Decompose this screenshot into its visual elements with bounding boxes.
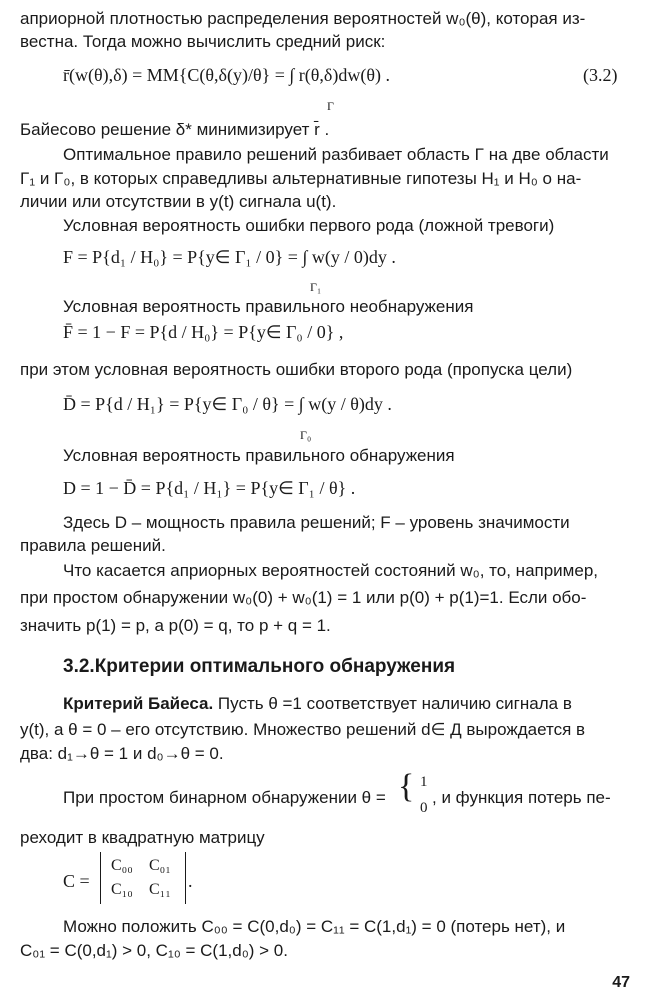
formula-correct-rejection: F̄ = 1 − F = P{d / H₀} = P{y∈ Γ₀ / 0} , — [63, 322, 344, 342]
text-fragment: Пусть θ =1 соответствует наличию сигнала в — [213, 694, 572, 713]
matrix-cell: C₀₀ — [111, 857, 133, 874]
text-line: при этом условная вероятность ошибки второго рода (пропуска цели) — [20, 360, 573, 379]
text-line: , и функция потерь пе- — [432, 788, 611, 807]
text-line: априорной плотностью распределения вероятностей w₀(θ), которая из- — [20, 9, 586, 28]
formula-false-alarm: F = P{d₁ / H₀} = P{y∈ Γ₁ / 0} = ∫ w(y / 0)dy . — [63, 247, 396, 267]
formula-miss: D̄ = P{d / H₁} = P{y∈ Γ₀ / θ} = ∫ w(y / θ)dy . — [63, 394, 392, 414]
text-line: Байесово решение δ* минимизирует r̄ . — [20, 120, 330, 139]
text-line: y(t), а θ = 0 – его отсутствию. Множество решений d∈ Д вырождается в — [20, 720, 586, 739]
case-value: 1 — [420, 774, 428, 790]
matrix-lhs: C = — [63, 871, 90, 891]
text-line: при простом обнаружении w₀(0) + w₀(1) = 1 или p(0) + p(1)=1. Если обо- — [20, 588, 587, 607]
formula-subscript: Γ₀ — [300, 428, 312, 442]
loss-matrix — [100, 852, 186, 904]
matrix-cell: C₀₁ — [149, 857, 171, 874]
matrix-end: . — [188, 871, 193, 891]
criterion-title: Критерий Байеса. — [63, 694, 214, 713]
brace-glyph: { — [398, 768, 415, 805]
page-number: 47 — [612, 974, 630, 991]
text-line — [63, 693, 572, 715]
text-line: Условная вероятность правильного обнаружения — [63, 446, 455, 465]
text-line: вестна. Тогда можно вычислить средний риск: — [20, 32, 386, 51]
formula-subscript: Γ₁ — [310, 280, 322, 294]
text-line: Условная вероятность правильного необнаружения — [63, 297, 474, 316]
text-line: При простом бинарном обнаружении θ = — [63, 788, 386, 807]
equation-number: (3.2) — [583, 65, 618, 85]
text-line: личии или отсутствии в y(t) сигнала u(t). — [20, 192, 337, 211]
section-heading: 3.2.Критерии оптимального обнаружения — [63, 656, 456, 677]
text-line: Условная вероятность ошибки первого рода (ложной тревоги) — [63, 216, 555, 235]
text-line: Оптимальное правило решений разбивает область Γ на две области — [63, 145, 609, 164]
text-line: значить p(1) = p, а p(0) = q, то p + q = 1. — [20, 616, 331, 635]
matrix-cell: C₁₀ — [111, 881, 133, 898]
formula-3-2: r̄(w(θ),δ) = MM{C(θ,δ(y)/θ} = ∫ r(θ,δ)dw(θ) . — [63, 65, 391, 85]
text-line: Можно положить C₀₀ = C(0,d₀) = C₁₁ = C(1,d₁) = 0 (потерь нет), и — [63, 917, 566, 936]
text-line: правила решений. — [20, 536, 166, 555]
text-line: Здесь D – мощность правила решений; F – уровень значимости — [63, 513, 570, 532]
text-line: Что касается априорных вероятностей состояний w₀, то, например, — [63, 561, 598, 580]
text-line: реходит в квадратную матрицу — [20, 828, 265, 847]
text-line: C₀₁ = C(0,d₁) > 0, C₁₀ = C(1,d₀) > 0. — [20, 941, 288, 960]
formula-subscript: Γ — [327, 99, 334, 113]
text-line: два: d₁→θ = 1 и d₀→θ = 0. — [20, 744, 224, 763]
text-line: Γ₁ и Γ₀, в которых справедливы альтернативные гипотезы H₁ и H₀ о на- — [20, 169, 582, 188]
case-value: 0 — [420, 800, 428, 816]
matrix-cell: C₁₁ — [149, 881, 171, 898]
formula-detection: D = 1 − D̄ = P{d₁ / H₁} = P{y∈ Γ₁ / θ} . — [63, 478, 356, 498]
